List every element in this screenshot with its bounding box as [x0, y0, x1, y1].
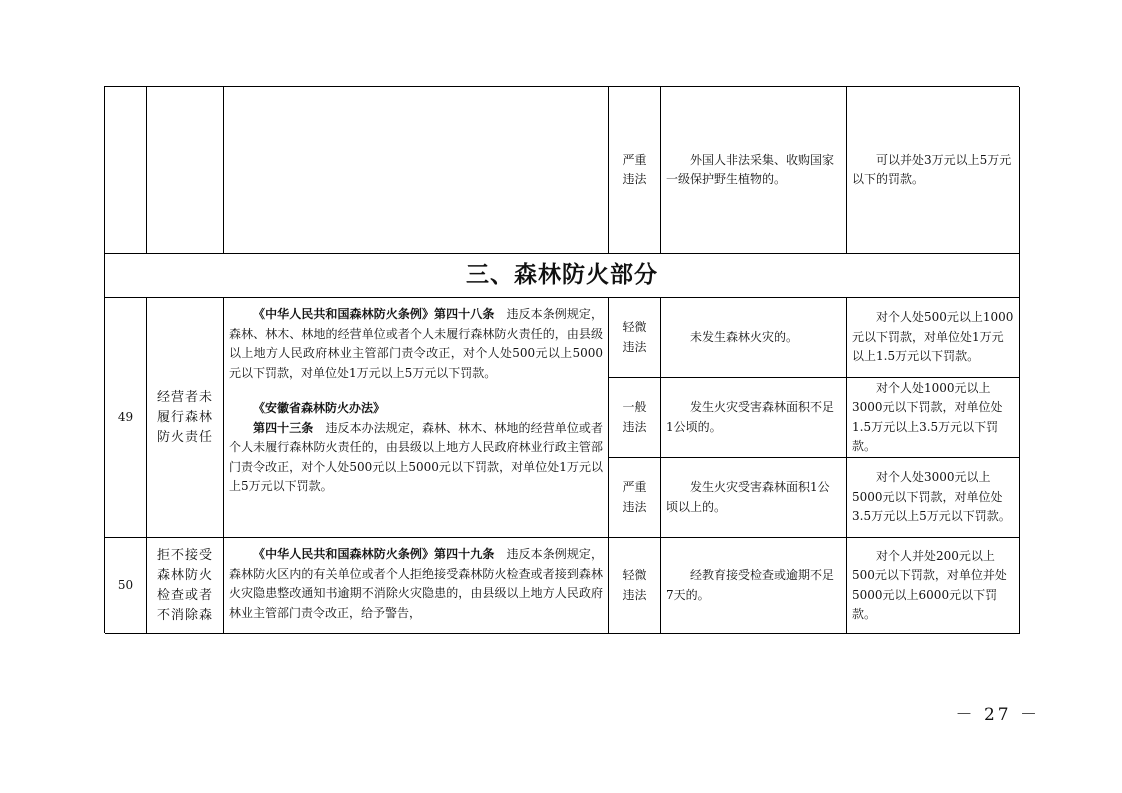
item49-penalty-3-cell — [847, 458, 1020, 538]
item50-penalty-cell — [847, 538, 1020, 634]
item49-penalty-2-cell — [847, 378, 1020, 458]
item49-name-cell — [147, 298, 224, 538]
item49-level-3: 严重违法 — [622, 480, 647, 514]
item49-penalty-1: 对个人处500元以上1000元以下罚款，对单位处1万元以上1.5万元以下罚款。 — [852, 310, 1014, 364]
item50-level-cell — [609, 538, 661, 634]
item49-circumstance-3-cell — [661, 458, 847, 538]
item49-law2 — [229, 419, 603, 497]
page-number: － 27 － — [955, 705, 1040, 725]
item49-law2-heading — [229, 399, 603, 419]
item49-level-3-cell — [609, 458, 661, 538]
item49-number: 49 — [117, 409, 134, 424]
item49-name: 经营者未履行森林防火责任 — [156, 389, 213, 445]
top-row-circumstance: 外国人非法采集、收购国家一级保护野生植物的。 — [666, 152, 835, 186]
item49-level-2-cell — [609, 378, 661, 458]
top-row-level-cell — [609, 87, 661, 254]
top-row-level: 严重违法 — [622, 152, 647, 186]
item49-law-cell — [224, 298, 609, 538]
item50-circumstance-cell — [661, 538, 847, 634]
item49-level-1-cell — [609, 298, 661, 378]
item49-circumstance-3: 发生火灾受害森林面积1公顷以上的。 — [666, 480, 830, 514]
item50-law-cell — [224, 538, 609, 634]
item49-circumstance-1: 未发生森林火灾的。 — [690, 329, 799, 344]
top-row-name-cell — [147, 87, 224, 254]
regulation-table — [104, 86, 1019, 633]
item49-law1-title: 《中华人民共和国森林防火条例》第四十八条 — [253, 307, 495, 321]
item49-circumstance-2-cell — [661, 378, 847, 458]
item49-penalty-3: 对个人处3000元以上5000元以下罚款，对单位处3.5万元以上5万元以下罚款。 — [852, 470, 1011, 524]
item50-name: 拒不接受森林防火检查或者不消除森 — [156, 547, 213, 623]
item49-penalty-2: 对个人处1000元以上3000元以下罚款，对单位处1.5万元以上3.5万元以下罚款。 — [852, 380, 1003, 453]
item49-penalty-1-cell — [847, 298, 1020, 378]
item49-circumstance-2: 发生火灾受害森林面积不足1公顷的。 — [666, 400, 835, 434]
item50-law-title: 《中华人民共和国森林防火条例》第四十九条 — [253, 547, 495, 561]
item49-law2-text: 违反本办法规定，森林、林木、林地的经营单位或者个人未履行森林防火责任的，由县级以上地方人民政府林业行政主管部门责令改正，对个人处500元以上5000元以下罚款，对单位处1万元以上5万元以下罚款。 — [229, 420, 603, 493]
item49-number-cell — [105, 298, 147, 538]
item49-level-1: 轻微违法 — [622, 320, 647, 354]
item50-level: 轻微违法 — [622, 568, 647, 602]
section-title: 三、森林防火部分 — [466, 261, 658, 288]
item49-circumstance-1-cell — [661, 298, 847, 378]
item49-law2-title: 《安徽省森林防火办法》 — [253, 401, 386, 415]
top-row-law-cell — [224, 87, 609, 254]
item50-number: 50 — [117, 577, 134, 592]
item50-law-text: 违反本条例规定，森林防火区内的有关单位或者个人拒绝接受森林防火检查或者接到森林火灾隐患整改通知书逾期不消除火灾隐患的，由县级以上地方人民政府林业主管部门责令改正，给予警告， — [229, 547, 603, 620]
item50-name-cell — [147, 538, 224, 634]
item50-circumstance: 经教育接受检查或逾期不足7天的。 — [666, 568, 835, 602]
item50-number-cell — [105, 538, 147, 634]
item50-penalty: 对个人并处200元以上500元以下罚款，对单位并处5000元以上6000元以下罚款。 — [852, 548, 1007, 621]
top-row-penalty: 可以并处3万元以上5万元以下的罚款。 — [852, 152, 1012, 186]
item49-law1 — [229, 305, 603, 383]
item49-law2-article: 第四十三条 — [253, 420, 314, 435]
top-row-circumstance-cell — [661, 87, 847, 254]
item49-level-2: 一般违法 — [622, 400, 647, 434]
top-row-penalty-cell — [847, 87, 1020, 254]
item50-law — [229, 545, 603, 623]
top-row-number-cell — [105, 87, 147, 254]
item49-law1-text: 违反本条例规定，森林、林木、林地的经营单位或者个人未履行森林防火责任的，由县级以上地方人民政府林业主管部门责令改正，对个人处500元以上5000元以下罚款，对单位处1万元以上5万元以下罚款。 — [229, 307, 603, 380]
section-title-cell — [105, 254, 1020, 298]
